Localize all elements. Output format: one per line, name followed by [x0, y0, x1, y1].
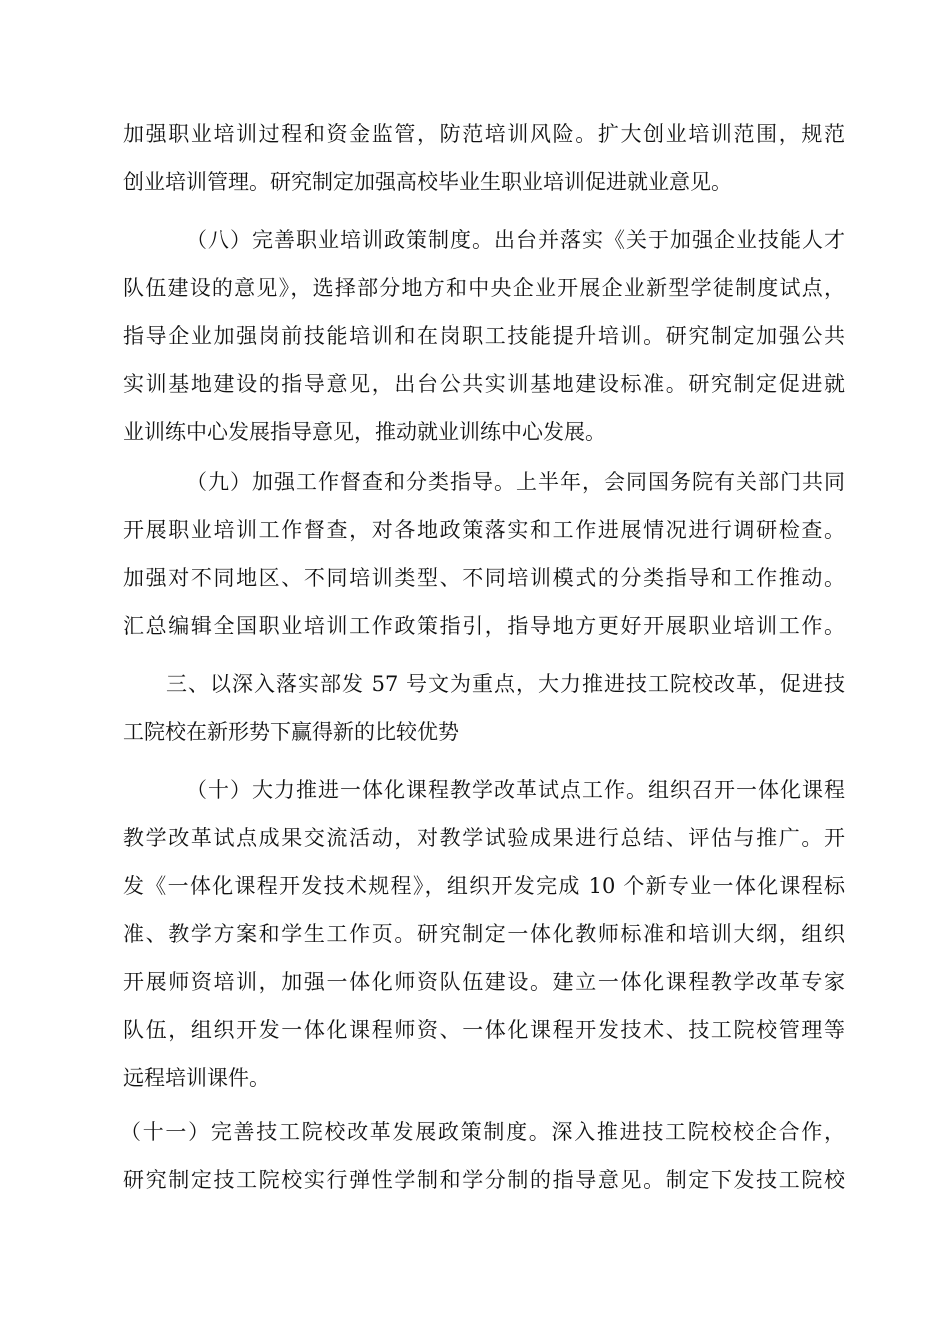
paragraph-line: （十）大力推进一体化课程教学改革试点工作。组织召开一体化课程: [186, 778, 845, 802]
paragraph-line: 准、教学方案和学生工作页。研究制定一体化教师标准和培训大纲，组织: [123, 922, 845, 946]
paragraph-line: 队伍建设的意见》，选择部分地方和中央企业开展企业新型学徒制度试点，: [123, 276, 845, 300]
paragraph-line: （十一）完善技工院校改革发展政策制度。深入推进技工院校校企合作，: [120, 1120, 845, 1144]
paragraph-line: 加强职业培训过程和资金监管，防范培训风险。扩大创业培训范围，规范: [123, 122, 845, 146]
paragraph-line: 远程培训课件。: [123, 1066, 270, 1090]
paragraph-line: 开展师资培训，加强一体化师资队伍建设。建立一体化课程教学改革专家: [123, 970, 845, 994]
section-heading-line: 工院校在新形势下赢得新的比较优势: [123, 720, 459, 744]
paragraph-line: 开展职业培训工作督查，对各地政策落实和工作进展情况进行调研检查。: [123, 518, 845, 542]
paragraph-line: 队伍，组织开发一体化课程师资、一体化课程开发技术、技工院校管理等: [123, 1018, 845, 1042]
paragraph-line: 研究制定技工院校实行弹性学制和学分制的指导意见。制定下发技工院校: [123, 1168, 845, 1192]
paragraph-line: 教学改革试点成果交流活动，对教学试验成果进行总结、评估与推广。开: [123, 826, 845, 850]
paragraph-line: 指导企业加强岗前技能培训和在岗职工技能提升培训。研究制定加强公共: [123, 324, 845, 348]
section-heading-line: 三、以深入落实部发 57 号文为重点，大力推进技工院校改革，促进技: [166, 672, 845, 696]
paragraph-line: 创业培训管理。研究制定加强高校毕业生职业培训促进就业意见。: [123, 170, 732, 194]
paragraph-line: （八）完善职业培训政策制度。出台并落实《关于加强企业技能人才: [186, 228, 845, 252]
paragraph-line: 发《一体化课程开发技术规程》，组织开发完成 10 个新专业一体化课程标: [123, 874, 845, 898]
paragraph-line: 加强对不同地区、不同培训类型、不同培训模式的分类指导和工作推动。: [123, 566, 845, 590]
paragraph-line: 业训练中心发展指导意见，推动就业训练中心发展。: [123, 420, 606, 444]
paragraph-line: 实训基地建设的指导意见，出台公共实训基地建设标准。研究制定促进就: [123, 372, 845, 396]
paragraph-line: 汇总编辑全国职业培训工作政策指引，指导地方更好开展职业培训工作。: [123, 614, 845, 638]
paragraph-line: （九）加强工作督查和分类指导。上半年，会同国务院有关部门共同: [186, 470, 845, 494]
